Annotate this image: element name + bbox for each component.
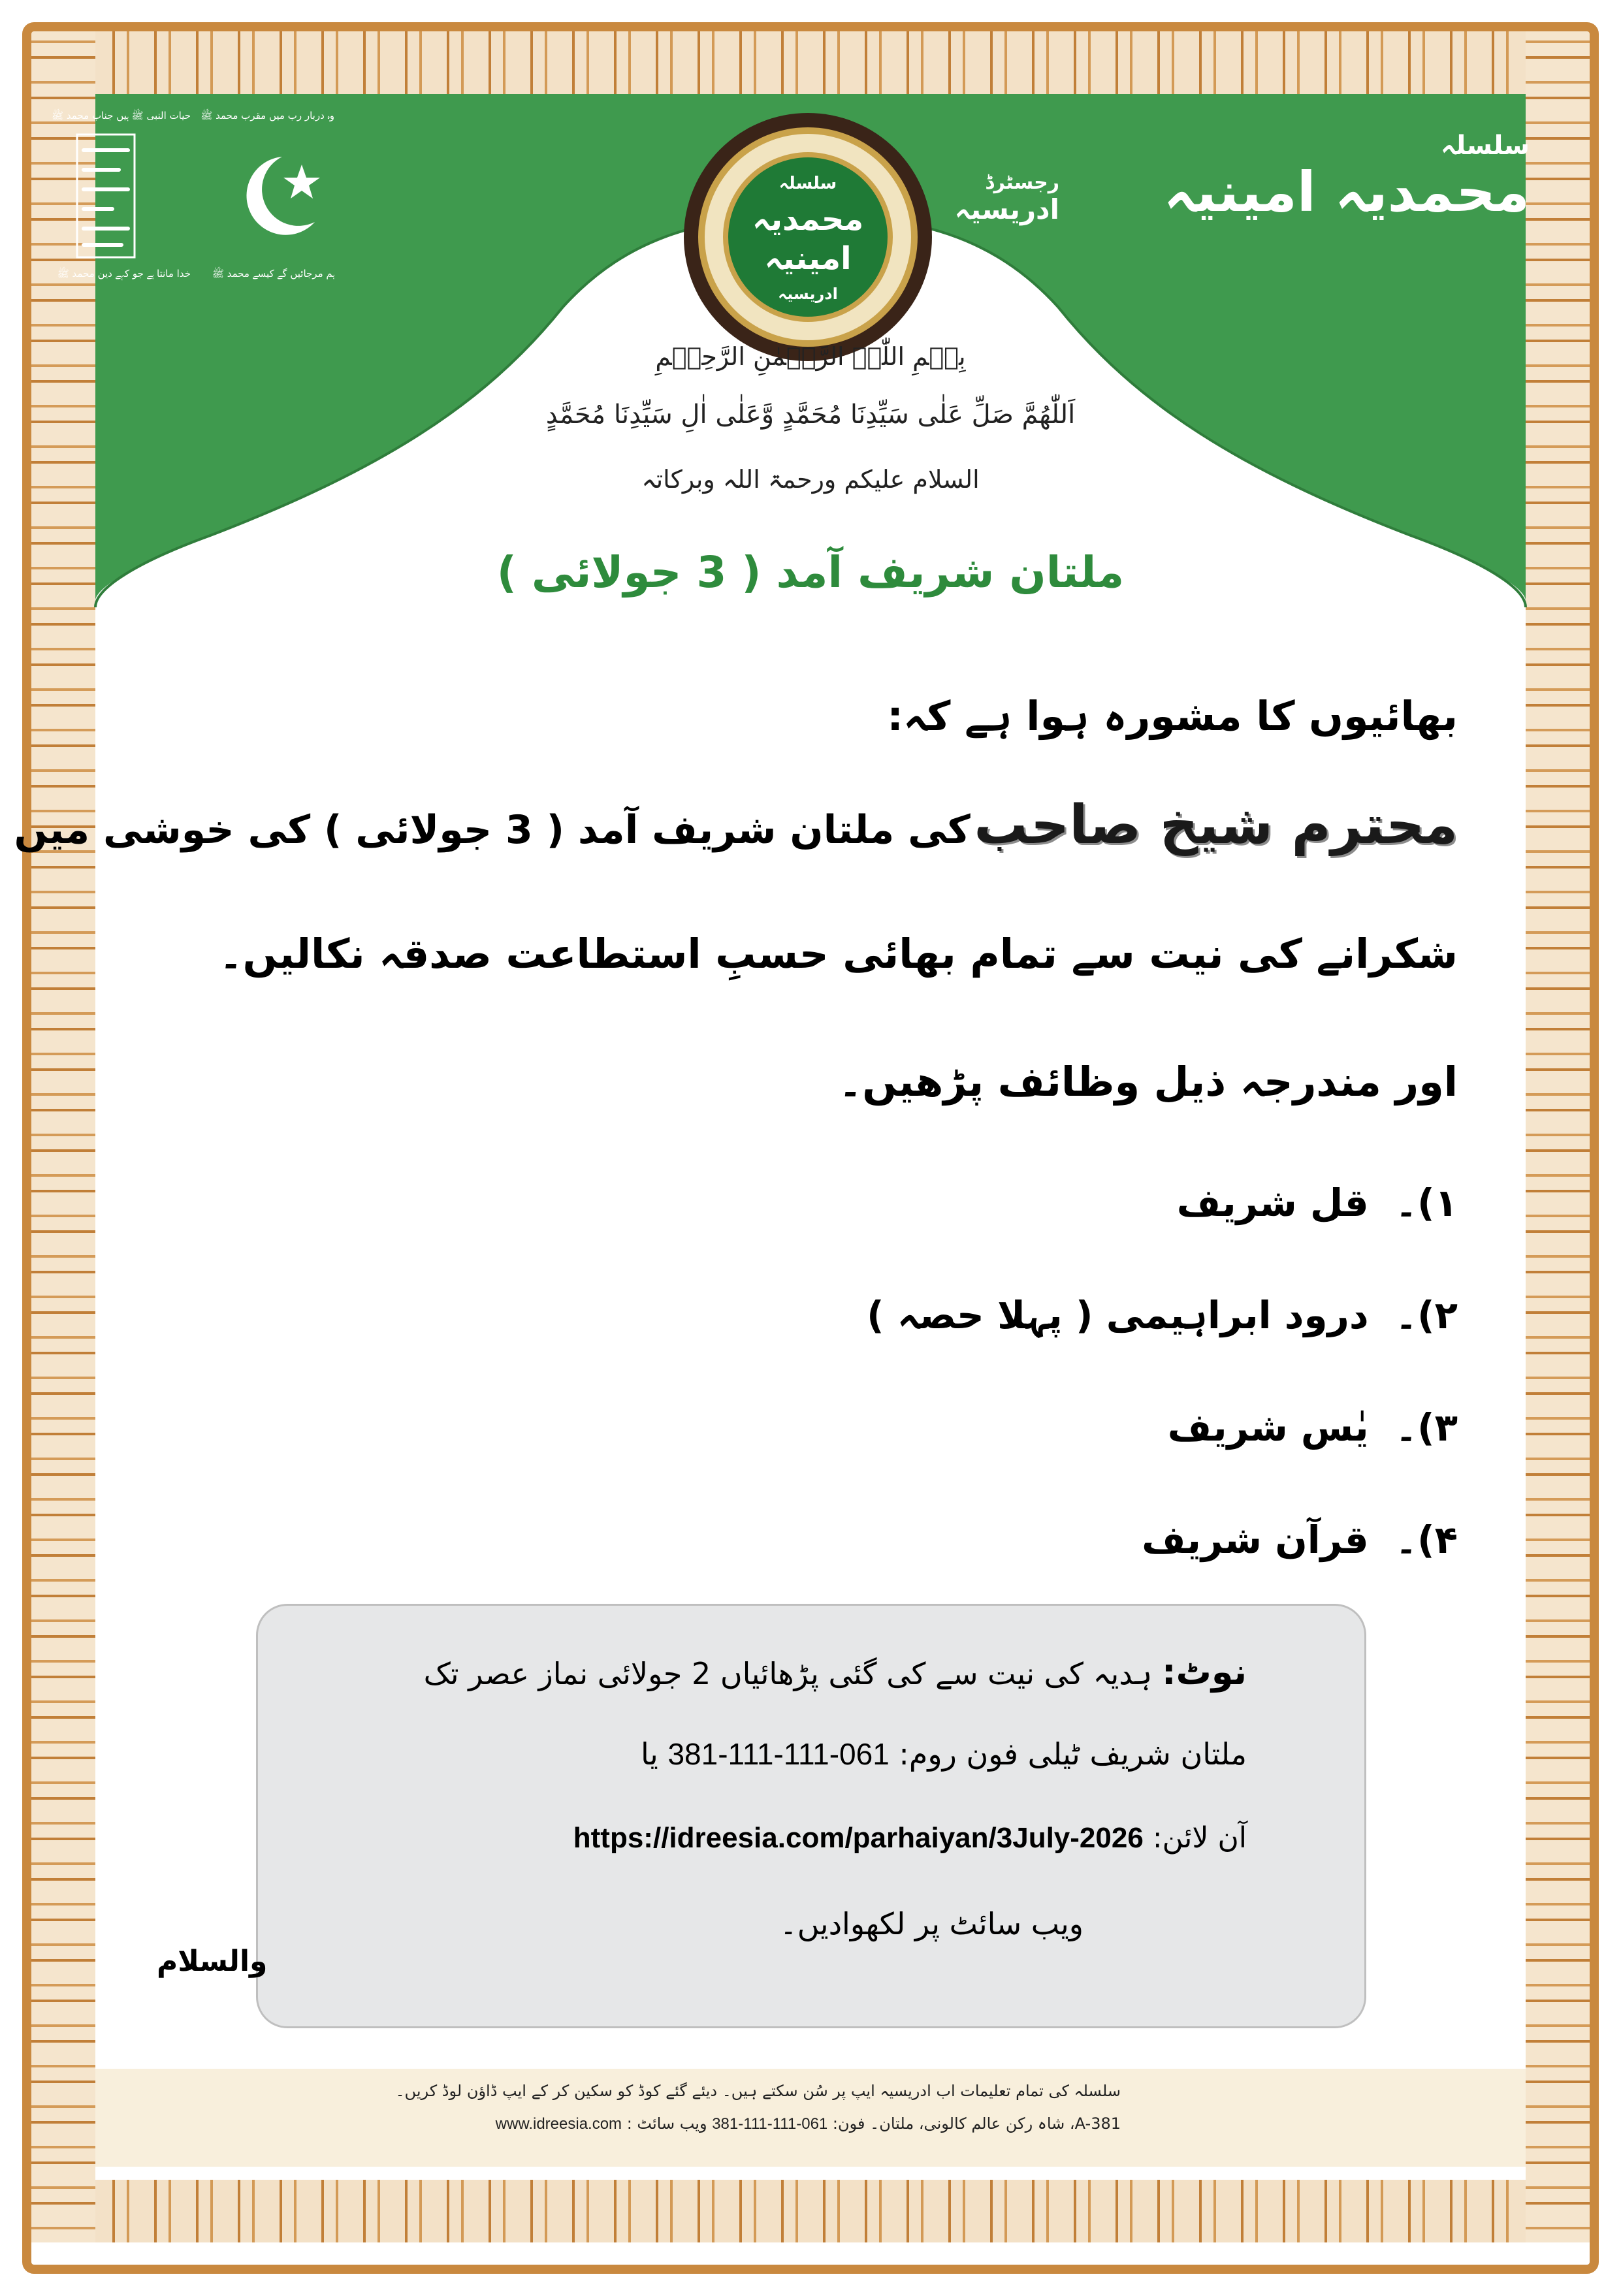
list-item-text: قل شریف xyxy=(1176,1181,1369,1225)
intro-line: بھائیوں کا مشورہ ہوا ہے کہ: xyxy=(887,692,1458,740)
body-line-3: اور مندرجہ ذیل وظائف پڑھیں۔ xyxy=(838,1058,1458,1106)
note-label: نوٹ: xyxy=(1162,1651,1247,1693)
footer-phone-label: فون: xyxy=(832,2114,865,2133)
header-poem-1: وہ دربار رب میں مقرب محمد ﷺ xyxy=(201,110,334,121)
header-brand xyxy=(1163,131,1530,224)
list-item xyxy=(1177,1181,1458,1225)
bismillah: بِسۡمِ اللّٰہِ الرَّحۡمٰنِ الرَّحِیۡمِ xyxy=(655,342,966,371)
page-title: ملتان شریف آمد ( 3 جولائی ) xyxy=(496,547,1125,598)
header-poem-4: خدا مانتا ہے جو کہے دین محمد ﷺ xyxy=(57,268,191,279)
closing-salam: والسلام xyxy=(157,1945,268,1978)
list-item xyxy=(1168,1405,1458,1450)
note-line-2 xyxy=(641,1736,1247,1772)
list-item-number: ۳)۔ xyxy=(1395,1405,1458,1450)
online-label: آن لائن: xyxy=(1152,1821,1247,1855)
registered-label: رجسٹرڈ xyxy=(985,171,1059,194)
note-line-1-text: ہدیہ کی نیت سے کی گئی پڑھائیاں 2 جولائی نماز عصر تک xyxy=(423,1656,1153,1691)
star-crescent-icon xyxy=(230,144,328,242)
emblem-logo xyxy=(681,110,935,364)
phone-number: 061-111-111-381 xyxy=(667,1737,890,1771)
or-label: یا xyxy=(641,1736,658,1772)
list-item-number: ۴)۔ xyxy=(1395,1518,1458,1562)
footer-phone: 061-111-111-381 xyxy=(712,2115,828,2133)
online-url-link[interactable]: https://idreesia.com/parhaiyan/3July-2026 xyxy=(573,1822,1144,1854)
footer-app-note: سلسلہ کی تمام تعلیمات اب ادریسیہ ایپ پر سُن سکتے ہیں۔ دیئے گئے کوڈ کو سکین کر کے ایپ ڈاؤن لوڈ کریں۔ xyxy=(395,2082,1121,2100)
note-line-1 xyxy=(424,1651,1247,1693)
footer xyxy=(95,2069,1526,2167)
brand-silsila: سلسلہ xyxy=(1440,131,1530,161)
body-line-2: شکرانے کی نیت سے تمام بھائی حسبِ استطاعت صدقہ نکالیں۔ xyxy=(219,930,1458,978)
list-item-text: درود ابراہیمی ( پہلا حصہ ) xyxy=(867,1293,1369,1337)
note-box xyxy=(256,1604,1366,2028)
footer-address: A-381، شاہ رکن عالم کالونی، ملتان۔ xyxy=(870,2114,1121,2133)
note-line-3 xyxy=(573,1821,1247,1855)
durood-line: اَللّٰهُمَّ صَلِّ عَلٰی سَیِّدِنَا مُحَمَّدٍ وَّعَلٰی اٰلِ سَیِّدِنَا مُحَمَّدٍ xyxy=(545,400,1076,430)
calligraphy-panel-icon xyxy=(73,131,138,261)
list-item xyxy=(1142,1518,1458,1562)
emblem-main-1: محمدیہ xyxy=(752,201,864,238)
header-left-block xyxy=(52,104,334,287)
emblem-main-2: امینیہ xyxy=(764,240,852,277)
note-line-4: ویب سائٹ پر لکھوادیں۔ xyxy=(779,1906,1083,1941)
footer-contact xyxy=(496,2114,1121,2133)
list-item xyxy=(867,1293,1458,1337)
brand-name: محمدیہ امینیہ xyxy=(1163,160,1530,224)
footer-website-link[interactable]: www.idreesia.com xyxy=(495,2115,622,2133)
header-poem-3: ہم مرجائیں گے کیسے محمد ﷺ xyxy=(212,268,334,279)
body-line-1-rest: کی ملتان شریف آمد ( 3 جولائی ) کی خوشی میں xyxy=(14,807,971,853)
list-item-text: یٰس شریف xyxy=(1167,1405,1369,1450)
list-item-number: ۲)۔ xyxy=(1395,1293,1458,1337)
emblem-bottom-text: ادریسیہ xyxy=(778,285,838,303)
list-item-number: ۱)۔ xyxy=(1395,1181,1458,1225)
emblem-top-text: سلسلہ xyxy=(778,174,837,193)
header-poem-2: حیات النبی ﷺ ہیں جناب محمد ﷺ xyxy=(52,110,191,121)
body-line-1 xyxy=(14,794,1458,856)
salam-line: السلام علیکم ورحمۃ اللہ وبرکاتہ xyxy=(641,465,980,494)
honoree-name: محترم شیخ صاحب xyxy=(974,794,1458,856)
list-item-text: قرآن شریف xyxy=(1142,1518,1369,1562)
footer-web-label: ویب سائٹ : xyxy=(626,2114,707,2133)
phone-room-label: ملتان شریف ٹیلی فون روم: xyxy=(899,1736,1247,1772)
brand-idreesia: ادریسیہ xyxy=(954,193,1059,225)
